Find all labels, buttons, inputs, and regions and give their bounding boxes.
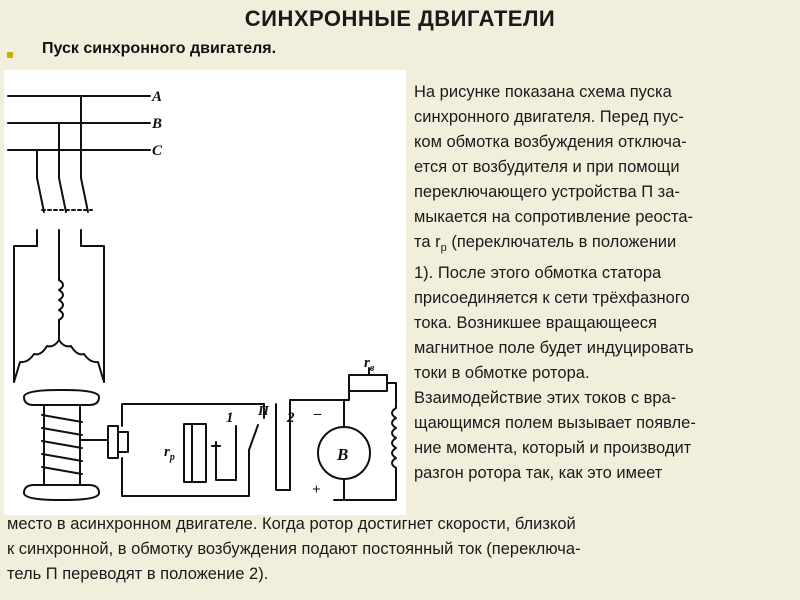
label-switch: П <box>258 404 269 419</box>
main-switch <box>37 178 92 212</box>
text-line: к синхронной, в обмотку возбуждения подают постоянный ток (переключа- <box>7 540 581 558</box>
field-rheostat <box>349 375 387 391</box>
slide-subtitle: Пуск синхронного двигателя. <box>42 40 277 57</box>
text-subscript: р <box>440 242 447 254</box>
label-position-2: 2 <box>287 410 295 426</box>
circuit-diagram-svg <box>4 70 406 515</box>
label-field-rheostat: $r_в$ <box>364 355 375 374</box>
label-exciter: B <box>337 445 349 464</box>
label-phase-b: B <box>152 116 163 132</box>
body-text-bottom <box>7 512 797 587</box>
slide-title: СИНХРОННЫЕ ДВИГАТЕЛИ <box>244 6 556 31</box>
text-line-rest: (переключатель в положении <box>451 233 677 251</box>
text-line: мыкается на сопротивление реоста- <box>414 208 694 226</box>
label-phase-c: C <box>152 143 163 159</box>
text-line: токи в обмотке ротора. <box>414 364 590 382</box>
text-line: синхронного двигателя. Перед пус- <box>414 108 684 126</box>
text-line: магнитное поле будет индуцировать <box>414 339 694 357</box>
text-line: ком обмотка возбуждения отключа- <box>414 133 687 151</box>
label-position-1: 1 <box>226 410 234 426</box>
text-line: ние момента, который и производит <box>414 439 692 457</box>
label-plus: + <box>312 482 321 498</box>
text-line-prefix: та r <box>414 233 441 251</box>
label-minus: – <box>314 406 322 422</box>
text-line: присоединяется к сети трёхфазного <box>414 289 690 307</box>
label-rheostat: $r_р$ <box>164 444 175 463</box>
rotor <box>24 390 128 500</box>
text-line: Взаимодействие этих токов с вра- <box>414 389 677 407</box>
text-line: ется от возбудителя и при помощи <box>414 158 680 176</box>
text-line: переключающего устройства П за- <box>414 183 680 201</box>
body-text-right <box>414 80 794 486</box>
text-line: тока. Возникшее вращающееся <box>414 314 657 332</box>
bullet-icon <box>7 52 13 58</box>
text-line: 1). После этого обмотка статора <box>414 264 662 282</box>
text-line <box>414 230 794 261</box>
text-line: щающимся полем вызывает появле- <box>414 414 696 432</box>
label-phase-a: A <box>152 89 163 105</box>
stator-winding <box>14 280 104 382</box>
text-line: На рисунке показана схема пуска <box>414 83 672 101</box>
starting-rheostat <box>192 424 206 482</box>
text-line: разгон ротора так, как это имеет <box>414 464 663 482</box>
text-line: место в асинхронном двигателе. Когда ротор достигнет скорости, близкой <box>7 515 576 533</box>
circuit-diagram <box>4 70 406 515</box>
text-line: тель П переводят в положение 2). <box>7 565 269 583</box>
